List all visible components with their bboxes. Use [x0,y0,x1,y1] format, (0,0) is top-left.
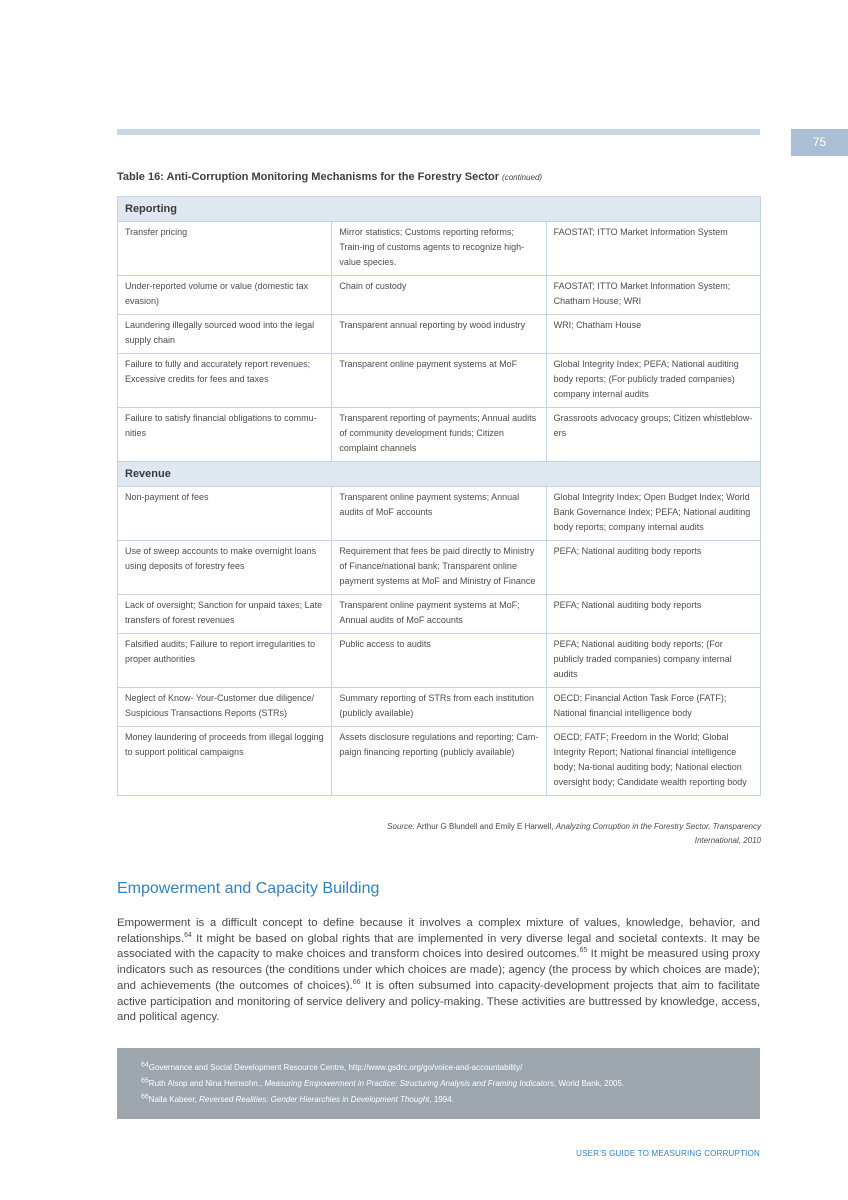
source-authors: Arthur G Blundell and Emily E Harwell, [416,822,554,831]
body-text-2: It might be based on global rights that are implemented in very diverse legal and societal contexts. It may be associated with the capacity to make choices and transform choices into desired outcomes. [117,932,760,961]
source-label: Source: [387,822,415,831]
body-text-4: It is often subsumed into capacity-development projects that aim to facilitate active participation and monitoring of service delivery and policy-making. These activities are buttressed by knowledge, access, and political agency. [117,979,760,1024]
table-cell-source: WRI; Chatham House [546,315,760,354]
table-row [118,727,761,796]
footnote-text: Ruth Alsop and Nina Heinsohn., [148,1079,265,1088]
table-cell-mechanism: Transparent online payment systems at MoF [332,354,546,408]
table-row [118,408,761,462]
table-cell-source: Global Integrity Index; Open Budget Index; World Bank Governance Index; PEFA; National auditing body reports; company internal audits [546,487,760,541]
table-caption-note: (continued) [502,173,543,182]
table-cell-mechanism: Transparent online payment systems; Annual audits of MoF accounts [332,487,546,541]
table-cell-mechanism: Chain of custody [332,276,546,315]
table-cell-issue: Neglect of Know- Your-Customer due diligence/ Suspicious Transactions Reports (STRs) [118,688,332,727]
table-row [118,276,761,315]
table-cell-mechanism: Transparent reporting of payments; Annual audits of community development funds; Citizen complaint channels [332,408,546,462]
table-cell-source: PEFA; National auditing body reports [546,595,760,634]
footnote-ref-66: 66 [352,979,361,987]
table-cell-source: OECD; FATF; Freedom in the World; Global Integrity Report; National financial intelligence body; Na-tional auditing body; National election oversight body; Candidate wealth reporting body [546,727,760,796]
table-section-header [118,462,761,487]
table-cell-issue: Money laundering of proceeds from illegal logging to support political campaigns [118,727,332,796]
footnote [141,1092,760,1108]
monitoring-table [117,196,761,796]
table-cell-source: FAOSTAT; ITTO Market Information System [546,222,760,276]
table-row [118,315,761,354]
table-row [118,354,761,408]
table-cell-issue: Non-payment of fees [118,487,332,541]
table-cell-issue: Laundering illegally sourced wood into the legal supply chain [118,315,332,354]
table-cell-mechanism: Transparent annual reporting by wood industry [332,315,546,354]
page-footer: USER’S GUIDE TO MEASURING CORRUPTION [576,1149,760,1158]
footnote-text-end: , World Bank, 2005. [554,1079,625,1088]
table-cell-issue: Under-reported volume or value (domestic tax evasion) [118,276,332,315]
table-cell-issue: Failure to satisfy financial obligations to commu-nities [118,408,332,462]
table-cell-mechanism: Mirror statistics; Customs reporting reforms; Train-ing of customs agents to recognize high-value species. [332,222,546,276]
table-cell-source: Global Integrity Index; PEFA; National auditing body reports; (For publicly traded companies) company internal audits [546,354,760,408]
page-number: 75 [791,129,848,156]
footnote-text: Naila Kabeer, [148,1095,200,1104]
table-row [118,634,761,688]
table-row [118,222,761,276]
table-row [118,688,761,727]
footnotes-box [117,1048,760,1119]
footnote-ref-65: 65 [579,947,588,955]
table-caption [117,171,542,183]
table-cell-issue: Transfer pricing [118,222,332,276]
table-cell-issue: Lack of oversight; Sanction for unpaid taxes; Late transfers of forest revenues [118,595,332,634]
table-row [118,541,761,595]
footnote-ref-64: 64 [184,931,192,939]
table-cell-issue: Use of sweep accounts to make overnight loans using deposits of forestry fees [118,541,332,595]
table-cell-source: FAOSTAT; ITTO Market Information System; Chatham House; WRI [546,276,760,315]
footnote-title: Reversed Realities: Gender Hierarchies in Development Thought [199,1095,430,1104]
table-section-header [118,197,761,222]
table-cell-mechanism: Public access to audits [332,634,546,688]
footnote [141,1060,760,1076]
section-title: Revenue [118,462,761,487]
table-cell-source: PEFA; National auditing body reports [546,541,760,595]
footnote-number: 66 [141,1093,149,1101]
table-cell-mechanism: Summary reporting of STRs from each institution (publicly available) [332,688,546,727]
table-row [118,487,761,541]
header-rule [117,129,760,135]
table-cell-source: PEFA; National auditing body reports; (For publicly traded companies) company internal audits [546,634,760,688]
body-text-1: Empowerment is a difficult concept to define because it involves a complex mixture of values, knowledge, behavior, and relationships. [117,917,760,945]
footnote-text: Governance and Social Development Resource Centre, http://www.gsdrc.org/go/voice-and-accountability/ [148,1063,523,1072]
table-cell-source: OECD; Financial Action Task Force (FATF); National financial intelligence body [546,688,760,727]
source-title: Analyzing Corruption in the Forestry Sector, Transparency International, 2010 [555,822,761,845]
body-text-3: It might be measured using proxy indicators such as resources (the conditions under which choices are made); agency (the process by which choices are made); and achievements (the outcomes of choices). [117,948,760,992]
section-title: Reporting [118,197,761,222]
footnote-number: 64 [141,1061,149,1069]
table-cell-mechanism: Requirement that fees be paid directly to Ministry of Finance/national bank; Transparent online payment systems at MoF and Ministry of Finance [332,541,546,595]
table-caption-title: Table 16: Anti-Corruption Monitoring Mechanisms for the Forestry Sector [117,171,499,183]
table-cell-issue: Falsified audits; Failure to report irregularities to proper authorities [118,634,332,688]
footnote-text-end: , 1994. [429,1095,454,1104]
footnote-title: Measuring Empowerment in Practice: Structuring Analysis and Framing Indicators [264,1079,555,1088]
footnote-number: 65 [141,1077,149,1085]
table-cell-mechanism: Transparent online payment systems at MoF; Annual audits of MoF accounts [332,595,546,634]
table-row [118,595,761,634]
table-cell-mechanism: Assets disclosure regulations and reporting; Cam-paign financing reporting (publicly available) [332,727,546,796]
body-paragraph [117,916,760,1026]
footnote [141,1076,760,1092]
table-cell-issue: Failure to fully and accurately report revenues; Excessive credits for fees and taxes [118,354,332,408]
table-source [380,820,761,848]
table-cell-source: Grassroots advocacy groups; Citizen whistleblow-ers [546,408,760,462]
section-heading: Empowerment and Capacity Building [117,880,380,897]
